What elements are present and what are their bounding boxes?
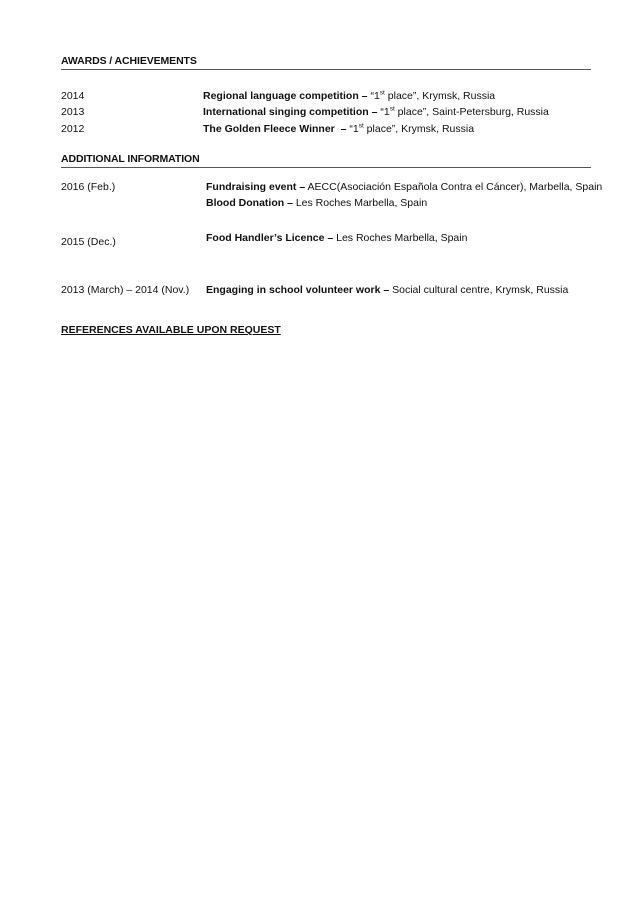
award-separator: – [358,90,371,102]
award-year: 2014 [61,90,85,102]
activity-date: 2015 (Dec.) [61,236,116,248]
award-place-suffix: st [358,122,364,130]
activity-detail: Les Roches Marbella, Spain [292,197,428,209]
award-separator: – [334,123,350,135]
activity-description [206,197,427,209]
award-place-open: “1 [380,106,390,118]
award-description [203,90,495,102]
awards-heading: AWARDS / ACHIEVEMENTS [61,55,591,70]
activity-date: 2013 (March) – 2014 (Nov.) [61,284,190,296]
additional-info-heading: ADDITIONAL INFORMATION [61,153,591,168]
award-name: Regional language competition [203,90,359,102]
award-place-open: “1 [349,123,359,135]
award-place-suffix: st [379,89,385,97]
activity-name: Food Handler’s Licence – [206,232,334,244]
activity-description [206,232,467,244]
award-name: International singing competition [203,106,369,118]
award-place-suffix: st [389,105,395,113]
award-year: 2012 [61,123,85,135]
activity-name: Fundraising event – [206,181,306,193]
award-place-rest: place”, Saint-Petersburg, Russia [394,106,549,118]
activity-detail: Les Roches Marbella, Spain [333,232,468,244]
activity-date: 2016 (Feb.) [61,181,116,193]
award-name: The Golden Fleece Winner [203,123,335,135]
activity-description [206,181,602,193]
activity-detail: Social cultural centre, Krymsk, Russia [389,284,569,296]
activity-description [206,284,568,296]
award-place-open: “1 [370,90,380,102]
award-place-rest: place”, Krymsk, Russia [384,90,496,102]
award-year: 2013 [61,106,85,118]
award-description [203,106,549,118]
activity-name: Engaging in school volunteer work – [206,284,390,296]
activity-detail: AECC(Asociación Española Contra el Cáncer), Marbella, Spain [305,181,603,193]
award-place-rest: place”, Krymsk, Russia [363,123,475,135]
award-separator: – [368,106,381,118]
activity-name: Blood Donation – [206,197,293,209]
award-description [203,123,474,135]
references-heading: REFERENCES AVAILABLE UPON REQUEST [61,324,281,336]
